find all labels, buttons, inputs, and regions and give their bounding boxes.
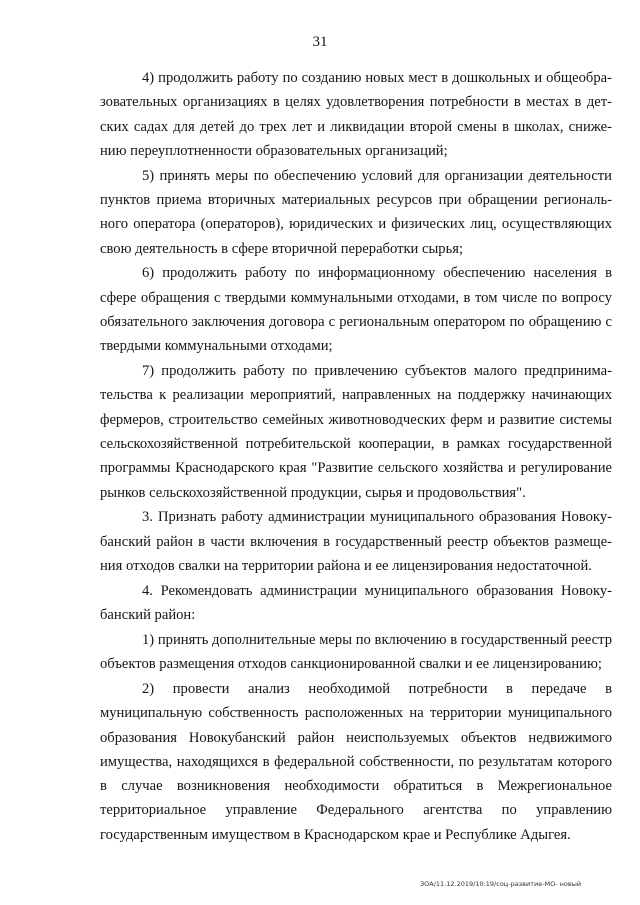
paragraph-item-4: 4) продолжить работу по созданию новых мест в дошкольных и общеобразовательных организациях в целях удовлетворения потребности в местах в детских садах для детей до трех лет и ликвидации второй смены в школах, снижению переуплотненности образовательных организаций; (100, 70, 612, 159)
page-number: 31 (312, 34, 328, 50)
paragraph-item-5: 5) принять меры по обеспечению условий для организации деятельности пунктов приема вторичных материальных ресурсов при обращении регионального оператора (операторов), юридических и физических лиц, осуществляющих свою деятельность в сфере вторичной переработки сырья; (100, 167, 612, 257)
paragraph-item-7: 7) продолжить работу по привлечению субъектов малого предпринимательства к реализации мероприятий, направленных на поддержку начинающих фермеров, строительство семейных животноводческих ферм и развитие системы сельскохозяйственной потребительской кооперации, в рамках государственной программы Краснодарского края "Развитие сельского хозяйства и регулирование рынков сельскохозяйственной продукции, сырья и продовольствия". (100, 363, 612, 501)
document-body (100, 66, 612, 848)
paragraph-section-4: 4. Рекомендовать администрации муниципального образования Новокубанский район: (100, 582, 612, 624)
paragraph-section-3: 3. Признать работу администрации муниципального образования Новокубанский район в части включения в государственный реестр объектов размещения отходов свалки на территории района и ее лицензирования недостаточной. (100, 509, 612, 574)
paragraph-item-6: 6) продолжить работу по информационному обеспечению населения в сфере обращения с твердыми коммунальными отходами, в том числе по вопросу обязательного заключения договора с региональным оператором по обращению с твердыми коммунальными отходами; (100, 265, 612, 355)
paragraph-subitem-1: 1) принять дополнительные меры по включению в государственный реестр объектов размещения отходов санкционированной свалки и ее лицензированию; (100, 631, 612, 673)
footer-file-note: ЗОА/11.12.2019/10:19/соц-развитие-МО- новый (420, 880, 582, 888)
paragraph-subitem-2: 2) провести анализ необходимой потребности в передаче в муниципальную собственность расположенных на территории муниципального образования Новокубанский район неиспользуемых объектов недвижимого имущества, находящихся в федеральной собственности, по результатам которого в случае возникновения необходимости обратиться в Межрегиональное территориальное управление Федерального агентства по управлению государственным имуществом в Краснодарском крае и Республике Адыгея. (100, 680, 612, 843)
